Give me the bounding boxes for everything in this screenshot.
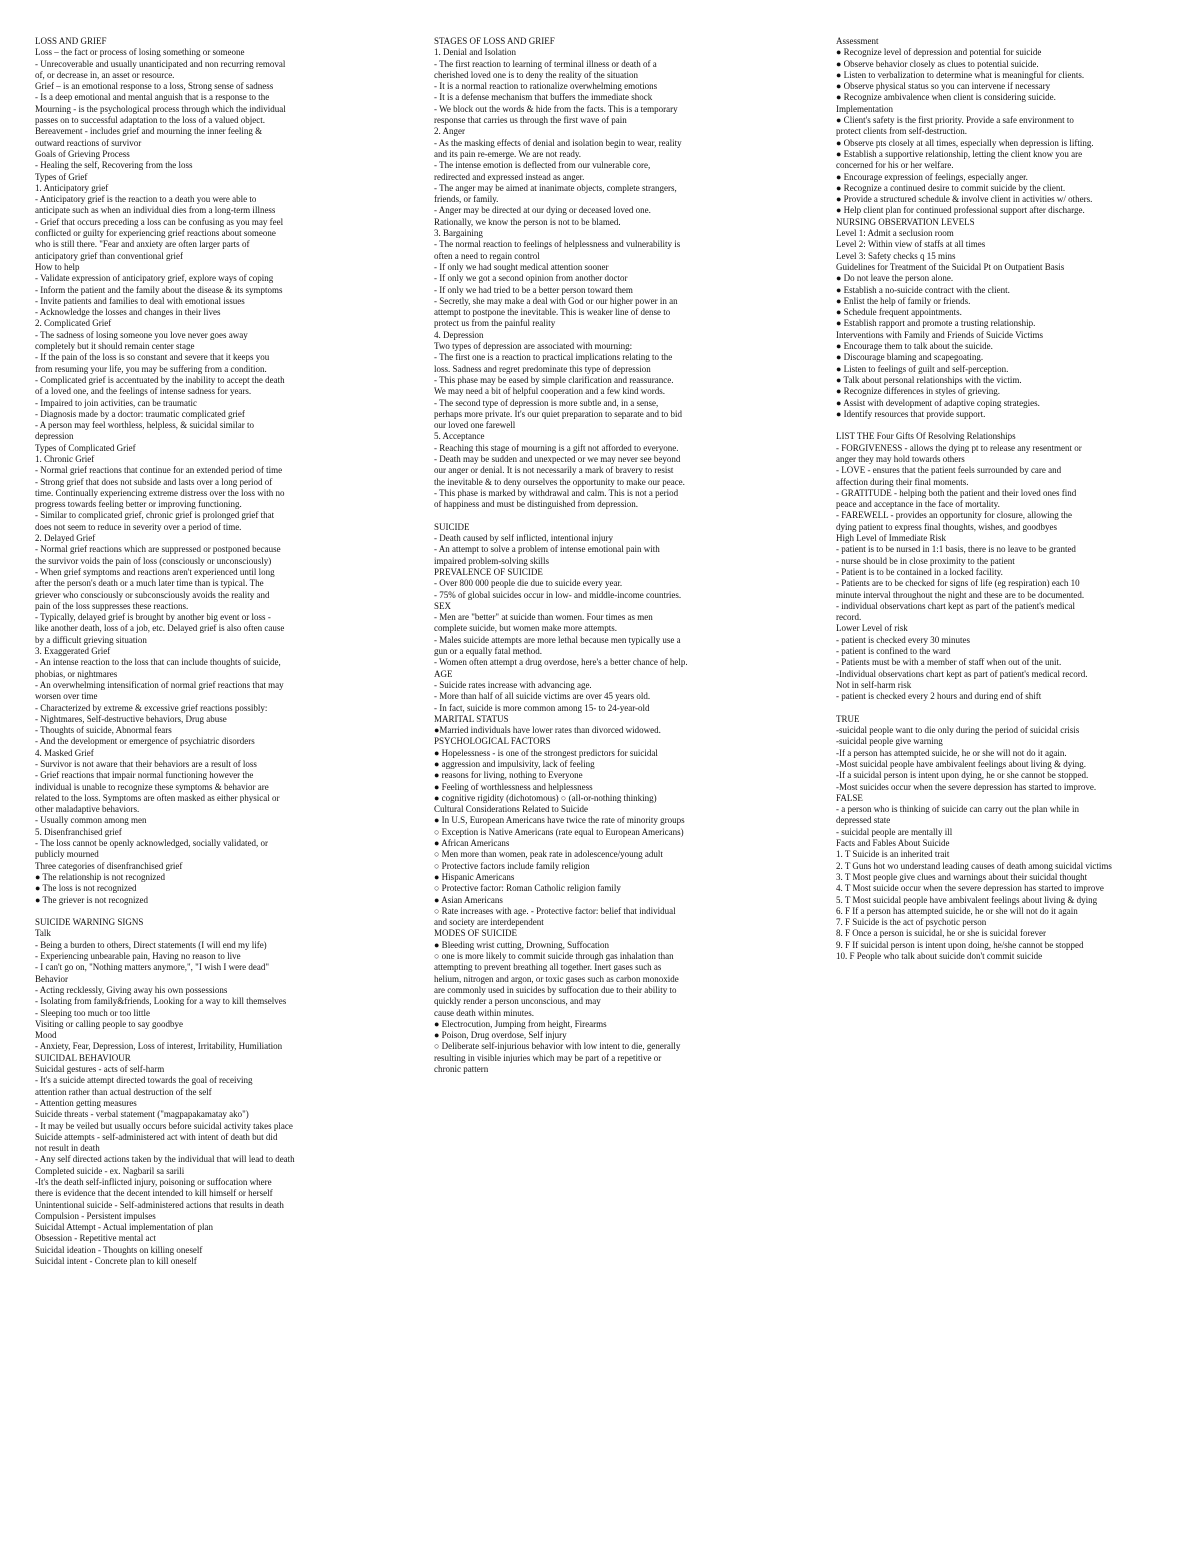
text-line: -It's the death self-inflicted injury, poisoning or suffocation where [35,1176,272,1187]
text-line: ● In U.S, European Americans have twice the rate of minority groups [434,815,685,826]
text-line: - This phase is marked by withdrawal and calm. This is not a period [434,487,679,498]
text-line: - Isolating from family&friends, Looking for a way to kill themselves [35,996,287,1007]
text-line: Compulsion - Persistent impulses [35,1210,156,1221]
text-line: - Anxiety, Fear, Depression, Loss of interest, Irritability, Humiliation [35,1041,283,1052]
text-line: -Most suicides occur when the severe depression has started to improve. [836,781,1097,792]
text-line: TRUE [836,713,860,724]
text-line: - The first one is a reaction to practical implications relating to the [434,352,673,363]
text-line: ○ Exception is Native Americans (rate equal to European Americans) [434,826,684,837]
text-line: - Invite patients and families to deal with emotional issues [35,295,245,306]
text-line: - As the masking effects of denial and isolation begin to wear, reality [434,137,682,148]
text-line: after the person's death or a much later time than is typical. The [35,578,264,589]
text-line: - Normal grief reactions which are suppressed or postponed because [35,544,281,555]
text-line: ● Feeling of worthlessness and helplessness [434,781,593,792]
text-line: ● Encourage expression of feelings, especially anger. [836,171,1028,182]
text-line: anger they may hold towards others [836,453,965,464]
text-line: ● aggression and impulsivity, lack of feeling [434,759,595,769]
text-line: ● Schedule frequent appointments. [836,307,962,318]
text-line: ● Talk about personal relationships with the victim. [836,374,1022,385]
text-line: there is evidence that the decent intended to kill himself or herself [35,1188,273,1199]
text-line: protect clients from self-destruction. [836,126,967,137]
text-line: of, or decrease in, an asset or resource. [35,69,175,80]
text-line: ● Asian Americans [434,894,503,905]
text-line: AGE [434,668,453,679]
text-line: PSYCHOLOGICAL FACTORS [434,736,551,747]
text-line: ● Listen to verbalization to determine what is meaningful for clients. [836,69,1085,80]
text-line: helium, nitrogen and argon, or toxic gases such as carbon monoxide [434,973,679,984]
text-line: - The normal reaction to feelings of helplessness and vulnerability is [434,239,681,250]
text-line: complete suicide, but women make more attempts. [434,623,617,634]
text-line: ● Hopelessness - is one of the strongest predictors for suicidal [434,747,658,758]
text-line: - Characterized by extreme & excessive grief reactions possibly: [35,702,268,713]
text-line: - An intense reaction to the loss that can include thoughts of suicide, [35,657,281,668]
text-line: - GRATITUDE - helping both the patient and their loved ones find [836,487,1077,498]
text-line: dying patient to express final thoughts, wishes, and goodbyes [836,521,1057,532]
text-line: the inevitable & to deny ourselves the opportunity to make our peace. [434,476,685,487]
text-line: ● cognitive rigidity (dichotomous) ○ (all-or-nothing thinking) [434,792,657,803]
text-line: - patient is confined to the ward [836,646,951,657]
text-line: ○ Men more than women, peak rate in adolescence/young adult [434,849,663,860]
text-line: cause death within minutes. [434,1007,534,1018]
blank-line [434,510,806,521]
text-line: affection during their final moments. [836,476,969,487]
text-line: Level 1: Admit a seclusion room [836,228,954,239]
text-line: - Inform the patient and the family about the disease & its symptoms [35,284,283,295]
text-line: - Grief reactions that impair normal functioning however the [35,770,254,781]
text-line: 1. Chronic Grief [35,453,95,464]
text-line: - Anger may be directed at our dying or deceased loved one. [434,205,651,216]
text-line: anticipatory grief than conventional grief [35,250,183,261]
text-line: completely but it should remain center stage [35,341,195,352]
text-line: -If a person has attempted suicide, he or she will not do it again. [836,747,1067,758]
text-line: - Any self directed actions taken by the individual that will lead to death [35,1154,295,1165]
text-line: ● Observe physical status so you can intervene if necessary [836,81,1051,92]
text-line: - A person may feel worthless, helpless, & suicidal similar to [35,420,254,431]
text-line: friends, or family. [434,194,499,205]
text-line: ● Recognize a continued desire to commit suicide by the client. [836,182,1066,193]
text-line: Types of Grief [35,171,88,182]
text-line: High Level of Immediate Risk [836,533,946,544]
text-line: - If only we got a second opinion from another doctor [434,273,628,284]
text-line: - I can't go on, "Nothing matters anymore,", "I wish I were dead" [35,962,269,973]
text-line: - Attention getting measures [35,1097,137,1108]
text-line: Cultural Considerations Related to Suicide [434,804,588,815]
text-line: - If only we had tried to be a better person toward them [434,284,633,295]
text-line: quickly render a person unconscious, and may [434,996,601,1007]
text-line: Level 3: Safety checks q 15 mins [836,250,956,261]
text-line: ● Enlist the help of family or friends. [836,295,971,306]
text-line: ● African Americans [434,838,510,849]
text-line: Interventions with Family and Friends of Suicide Victims [836,329,1044,340]
text-line: Assessment [836,36,879,46]
text-line: ●Married individuals have lower rates than divorced widowed. [434,725,661,736]
text-line: - Patients are to be checked for signs of life (eg respiration) each 10 [836,578,1080,589]
text-line: griever who consciously or subconsciously avoids the reality and [35,589,270,600]
text-line: 9. F If suicidal person is intent upon doing, he/she cannot be stopped [836,939,1084,950]
text-line: -suicidal people give warning [836,736,943,747]
blank-line [35,906,407,917]
text-line: attempting to prevent breathing all together. Inert gases such as [434,962,662,973]
text-line: like another death, loss of a job, etc. Delayed grief is also often cause [35,623,285,634]
text-line: time. Continually experiencing extreme distress over the loss with no [35,487,285,498]
text-line: - individual observations chart kept as part of the patient's medical [836,600,1076,611]
text-line: - Over 800 000 people die due to suicide every year. [434,578,623,589]
text-line: - LOVE - ensures that the patient feels surrounded by care and [836,465,1062,476]
text-line: - patient is checked every 2 hours and during end of shift [836,691,1042,702]
text-line: Two types of depression are associated with mourning: [434,341,633,352]
text-line: - Death may be sudden and unexpected or we may never see beyond [434,453,681,464]
text-line: ● Provide a structured schedule & involve client in activities w/ others. [836,194,1093,205]
text-line: Completed suicide - ex. Nagbaril sa sarili [35,1165,185,1176]
text-line: related to the loss. Symptoms are often masked as either physical or [35,792,280,803]
text-line: not result in death [35,1143,100,1154]
text-line: We may need a bit of helpful cooperation and a few kind words. [434,386,665,397]
text-line: Goals of Grieving Process [35,148,130,159]
text-line: 3. Bargaining [434,228,483,239]
blank-line [836,420,1176,431]
text-line: Loss – the fact or process of losing something or someone [35,47,245,58]
text-line: - The loss cannot be openly acknowledged, socially validated, or [35,838,269,849]
text-line: Suicidal Attempt - Actual implementation of plan [35,1222,213,1233]
text-line: ● Recognize differences in styles of grieving. [836,386,1000,397]
text-line: peace and acceptance in the face of mortality. [836,499,1000,510]
text-line: Level 2: Within view of staffs at all times [836,239,986,250]
text-line: Rationally, we know the person is not to be blamed. [434,216,621,227]
text-line: individual is unable to recognize these symptoms & behavior are [35,781,269,792]
text-line: 4. Masked Grief [35,747,94,758]
text-line: minute interval throughout the night and these are to be documented. [836,589,1085,600]
text-line: 5. Disenfranchised grief [35,826,122,837]
text-line: - Reaching this stage of mourning is a gift not afforded to everyone. [434,442,679,453]
text-line: ● Establish a no-suicide contract with the client. [836,284,1010,295]
text-line: - Secretly, she may make a deal with God or our higher power in an [434,295,678,306]
text-line: ○ Protective factors include family religion [434,860,590,871]
text-line: of a loved one, and the feelings of intense sadness for years. [35,386,252,397]
text-line: ● Do not leave the person alone. [836,273,954,284]
text-line: impaired problem-solving skills [434,555,549,566]
text-line: perhaps more private. It's our quiet preparation to separate and to bid [434,408,683,419]
text-line: - In fact, suicide is more common among 15- to 24-year-old [434,702,650,713]
text-line: - Experiencing unbearable pain, Having no reason to live [35,951,241,962]
text-line: 3. Exaggerated Grief [35,646,111,657]
text-line: other maladaptive behaviors. [35,804,140,815]
text-line: attempt to postpone the inevitable. This is weaker line of dense to [434,307,671,318]
text-line: - Survivor is not aware that their behaviors are a result of loss [35,759,257,769]
text-line: Implementation [836,103,893,114]
text-line: redirected and expressed instead as anger. [434,171,585,182]
text-line: - Death caused by self inflicted, intentional injury [434,533,613,544]
text-line: - Diagnosis made by a doctor: traumatic complicated grief [35,408,245,419]
text-line: - This phase may be eased by simple clarification and reassurance. [434,374,674,385]
text-line: - Healing the self, Recovering from the loss [35,160,193,171]
text-line: ● Encourage them to talk about the suicide. [836,341,993,352]
text-line: passes on to successful adaptation to the loss of a valued object. [35,115,265,126]
text-line: - FORGIVENESS - allows the dying pt to release any resentment or [836,442,1082,453]
text-line: ● Help client plan for continued professional support after discharge. [836,205,1085,216]
text-line: ● Listen to feelings of guilt and self-perception. [836,363,1009,374]
text-line: - If only we had sought medical attention sooner [434,261,609,272]
text-line: publicly mourned [35,849,99,860]
text-line: - Strong grief that does not subside and lasts over a long period of [35,476,273,487]
text-line: does not seem to reduce in severity over a period of time. [35,521,242,532]
text-line: ● Observe pts closely at all times, especially when depression is lifting. [836,137,1094,148]
text-line: Suicidal ideation - Thoughts on killing oneself [35,1244,203,1255]
text-line: LIST THE Four Gifts Of Resolving Relationships [836,431,1016,442]
text-line: - The first reaction to learning of terminal illness or death of a [434,58,657,69]
text-line: - Impaired to join activities, can be traumatic [35,397,197,408]
text-line: our anger or denial. It is not necessarily a mark of bravery to resist [434,465,674,476]
text-line: Guidelines for Treatment of the Suicidal Pt on Outpatient Basis [836,261,1065,272]
text-line: Unintentional suicide - Self-administered actions that results in death [35,1199,284,1210]
text-line: 1. Anticipatory grief [35,182,109,193]
text-line: 8. F Once a person is suicidal, he or she is suicidal forever [836,928,1046,939]
text-line: ○ one is more likely to commit suicide through gas inhalation than [434,951,674,962]
text-line: - We block out the words & hide from the facts. This is a temporary [434,103,678,114]
text-line: Suicide threats - verbal statement ("magpapakamatay ako") [35,1109,249,1120]
text-line: Visiting or calling people to say goodbye [35,1018,183,1029]
text-line: - a person who is thinking of suicide can carry out the plan while in [836,804,1079,815]
text-line: conflicted or guilty for experiencing grief reactions about someone [35,228,276,239]
text-line: - It is a defense mechanism that buffers the immediate shock [434,92,653,103]
text-line: - FAREWELL - provides an opportunity for closure, allowing the [836,510,1072,521]
text-line: - Validate expression of anticipatory grief, explore ways of coping [35,273,274,284]
text-line: ● Hispanic Americans [434,871,515,882]
text-line: response that carries us through the first wave of pain [434,115,627,126]
text-line: - Suicide rates increase with advancing age. [434,679,592,690]
text-line: FALSE [836,792,863,803]
text-line: ● The relationship is not recognized [35,871,165,882]
text-line: ● Client's safety is the first priority. Provide a safe environment to [836,115,1074,126]
text-line: ● Recognize ambivalence when client is considering suicide. [836,92,1056,103]
text-line: - Acting recklessly, Giving away his own possessions [35,984,228,995]
text-line: ● Establish rapport and promote a trusting relationship. [836,318,1036,329]
text-line: - Men are "better" at suicide than women. Four times as men [434,612,653,623]
text-line: our loved one farewell [434,420,516,431]
text-line: ○ Protective factor: Roman Catholic religion family [434,883,621,894]
text-line: Behavior [35,973,68,984]
text-line: depression [35,431,74,442]
text-line: - Similar to complicated grief, chronic grief is prolonged grief that [35,510,275,521]
text-line: - patient is checked every 30 minutes [836,634,970,645]
text-line: and its pain re-emerge. We are not ready. [434,148,582,159]
text-line: by a difficult grieving situation [35,634,147,645]
text-line: pain of the loss suppresses these reactions. [35,600,189,611]
text-line: - Complicated grief is accentuated by the inability to accept the death [35,374,285,385]
text-line: outward reactions of survivor [35,137,142,148]
text-line: ● reasons for living, nothing to Everyone [434,770,583,781]
text-line: - The anger may be aimed at inanimate objects, complete strangers, [434,182,677,193]
text-line: are commonly used in suicides by suffocation due to their ability to [434,984,677,995]
text-line: - Males suicide attempts are more lethal because men typically use a [434,634,681,645]
text-line: STAGES OF LOSS AND GRIEF [434,36,555,46]
text-line: often a need to regain control [434,250,540,261]
text-line: 1. Denial and Isolation [434,47,516,58]
text-line: - 75% of global suicides occur in low- and middle-income countries. [434,589,682,600]
text-line: of happiness and must be distinguished from depression. [434,499,638,510]
text-line: worsen over time [35,691,98,702]
text-line: - An overwhelming intensification of normal grief reactions that may [35,679,284,690]
text-line: ○ Rate increases with age. - Protective factor: belief that individual [434,905,676,916]
text-line: -If a suicidal person is intent upon dying, he or she cannot be stopped. [836,770,1089,781]
text-line: SUICIDE [434,521,470,532]
text-line: Mood [35,1030,57,1041]
text-line: 7. F Suicide is the act of psychotic person [836,917,987,928]
text-line: SEX [434,600,452,611]
text-line: How to help [35,261,80,272]
text-line: ● Assist with development of adaptive coping strategies. [836,397,1040,408]
text-line: PREVALENCE OF SUICIDE [434,566,543,577]
text-line: MODES OF SUICIDE [434,928,518,939]
text-line: ● Bleeding wrist cutting, Drowning, Suffocation [434,939,609,950]
text-line: - Normal grief reactions that continue for an extended period of time [35,465,283,476]
text-line: LOSS AND GRIEF [35,36,107,46]
column-1 [35,36,407,1267]
text-line: - nurse should be in close proximity to the patient [836,555,1015,566]
text-line: cherished loved one is to deny the reality of the situation [434,69,638,80]
text-line: - The sadness of losing someone you love never goes away [35,329,248,340]
text-line: resulting in visible injuries which may be part of a repetitive or [434,1052,662,1063]
text-line: progress towards feeling better or improving functioning. [35,499,242,510]
text-line: - And the development or emergence of psychiatric disorders [35,736,255,747]
text-line: Three categories of disenfranchised grief [35,860,183,871]
text-line: 2. Complicated Grief [35,318,112,329]
text-line: record. [836,612,862,623]
blank-line [836,703,1176,714]
text-line: Suicidal intent - Concrete plan to kill oneself [35,1256,197,1267]
text-line: - Is a deep emotional and mental anguish that is a response to the [35,92,270,103]
text-line: - Patients must be with a member of staff when out of the unit. [836,657,1062,668]
column-3 [836,36,1176,962]
text-line: and society are interdependent [434,917,544,928]
text-line: Types of Complicated Grief [35,442,136,453]
text-line: who is still there. "Fear and anxiety are often larger parts of [35,239,250,250]
text-line: SUICIDE WARNING SIGNS [35,917,144,928]
text-line: 2. Anger [434,126,465,137]
text-line: - Thoughts of suicide, Abnormal fears [35,725,172,736]
text-line: chronic pattern [434,1064,489,1075]
text-line: the survivor voids the pain of loss (consciously or unconsciously) [35,555,272,566]
text-line: ● The griever is not recognized [35,894,148,905]
text-line: -Most suicidal people have ambivalent feelings about living & dying. [836,759,1086,769]
text-line: ● Poison, Drug overdose, Self injury [434,1030,567,1041]
text-line: phobias, or nightmares [35,668,118,679]
column-2 [434,36,806,1075]
text-line: - More than half of all suicide victims are over 45 years old. [434,691,651,702]
text-line: Grief – is an emotional response to a loss, Strong sense of sadness [35,81,274,92]
text-line: Obsession - Repetitive mental act [35,1233,156,1244]
text-line: ● Electrocution, Jumping from height, Firearms [434,1018,607,1029]
text-line: 3. T Most people give clues and warnings about their suicidal thought [836,871,1088,882]
text-line: - It is a normal reaction to rationalize overwhelming emotions [434,81,658,92]
text-line: ● Identify resources that provide support. [836,408,986,419]
text-line: - Unrecoverable and usually unanticipated and non recurring removal [35,58,286,69]
text-line: - Patient is to be contained in a locked facility. [836,566,1003,577]
text-line: Lower Level of risk [836,623,908,634]
text-line: protect us from the painful reality [434,318,556,329]
text-line: ● Discourage blaming and scapegoating. [836,352,984,363]
text-line: 2. T Guns hot wo understand leading causes of death among suicidal victims [836,860,1112,871]
text-line: ● Observe behavior closely as clues to potential suicide. [836,58,1039,69]
text-line: 1. T Suicide is an inherited trait [836,849,950,860]
text-line: Not in self-harm risk [836,679,912,690]
text-line: -suicidal people want to die only during the period of suicidal crisis [836,725,1080,736]
text-line: - Nightmares, Self-destructive behaviors, Drug abuse [35,713,227,724]
text-line: SUICIDAL BEHAVIOUR [35,1052,131,1063]
text-line: ● Establish a supportive relationship, letting the client know you are [836,148,1083,159]
text-line: from resuming your life, you may be suffering from a condition. [35,363,267,374]
text-line: Suicidal gestures - acts of self-harm [35,1064,165,1075]
text-line: - It's a suicide attempt directed towards the goal of receiving [35,1075,253,1086]
text-line: gun or a equally fatal method. [434,646,542,657]
text-line: Mourning - is the psychological process through which the individual [35,103,286,114]
text-line: - When grief symptoms and reactions aren't experienced until long [35,566,275,577]
text-line: Facts and Fables About Suicide [836,838,950,849]
text-line: 5. T Most suicidal people have ambivalent feelings about living & dying [836,894,1098,905]
text-line: attention rather than actual destruction of the self [35,1086,212,1097]
text-line: 4. Depression [434,329,484,340]
text-line: - Sleeping too much or too little [35,1007,150,1018]
text-line: - Anticipatory grief is the reaction to a death you were able to [35,194,257,205]
text-line: 4. T Most suicide occur when the severe depression has started to improve [836,883,1104,894]
text-line: loss. Sadness and regret predominate this type of depression [434,363,651,374]
text-line: - The second type of depression is more subtle and, in a sense, [434,397,659,408]
text-line: - Grief that occurs preceding a loss can be confusing as you may feel [35,216,284,227]
text-line: - It may be veiled but usually occurs before suicidal activity takes place [35,1120,293,1131]
text-line: -Individual observations chart kept as part of patient's medical record. [836,668,1088,679]
text-line: ● The loss is not recognized [35,883,137,894]
text-line: - An attempt to solve a problem of intense emotional pain with [434,544,660,555]
text-line: - The intense emotion is deflected from our vulnerable core, [434,160,651,171]
text-line: anticipate such as when an individual dies from a long-term illness [35,205,276,216]
text-line: Talk [35,928,51,939]
text-line: - If the pain of the loss is so constant and severe that it keeps you [35,352,270,363]
text-line: - Women often attempt a drug overdose, here's a better chance of help. [434,657,688,668]
text-line: - Typically, delayed grief is brought by another big event or loss - [35,612,271,623]
text-line: 10. F People who talk about suicide don't commit suicide [836,951,1043,962]
text-line: Bereavement - includes grief and mourning the inner feeling & [35,126,263,137]
text-line: depressed state [836,815,891,826]
text-line: NURSING OBSERVATION LEVELS [836,216,975,227]
text-line: - suicidal people are mentally ill [836,826,953,837]
text-line: 5. Acceptance [434,431,485,442]
text-line: 6. F If a person has attempted suicide, he or she will not do it again [836,905,1078,916]
text-line: ● Recognize level of depression and potential for suicide [836,47,1042,58]
text-line: ○ Deliberate self-injurious behavior with low intent to die, generally [434,1041,681,1052]
text-line: concerned for his or her welfare. [836,160,954,171]
text-line: - patient is to be nursed in 1:1 basis, there is no leave to be granted [836,544,1076,555]
text-line: MARITAL STATUS [434,713,509,724]
text-line: - Usually common among men [35,815,147,826]
text-line: - Being a burden to others, Direct statements (I will end my life) [35,939,267,950]
text-line: 2. Delayed Grief [35,533,96,544]
text-line: Suicide attempts - self-administered act with intent of death but did [35,1131,278,1142]
text-line: - Acknowledge the losses and changes in their lives [35,307,221,318]
